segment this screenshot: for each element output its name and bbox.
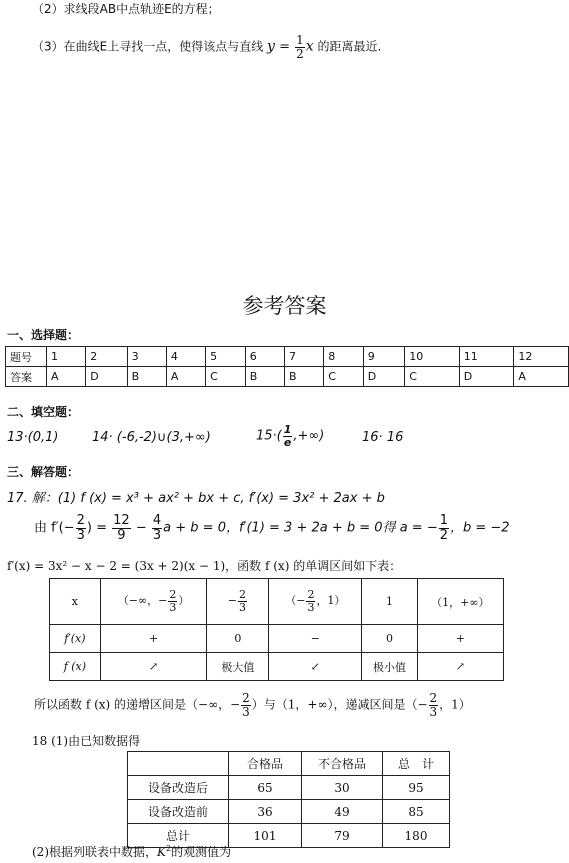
l2-f2n: 12 bbox=[113, 513, 130, 528]
q3-fraction bbox=[295, 34, 305, 60]
q3-x: x bbox=[305, 38, 314, 55]
table-row bbox=[6, 367, 569, 387]
interval-1 bbox=[100, 579, 207, 625]
a15-fraction bbox=[283, 424, 293, 448]
l2-frac1 bbox=[76, 514, 86, 542]
q3-num: 1 bbox=[296, 33, 304, 47]
p17-line1: 17. 解：(1) f (x) = x³ + ax² + bx + c, f′(x) = 3x² + 2ax + b bbox=[7, 491, 385, 506]
l2-f4n: 1 bbox=[439, 513, 448, 528]
p17-line2 bbox=[34, 514, 510, 542]
frac-n: 2 bbox=[242, 691, 250, 705]
frac-d: 3 bbox=[238, 601, 246, 614]
answer-title: 参考答案 bbox=[242, 294, 327, 318]
table-cell: C bbox=[206, 367, 246, 387]
table-cell bbox=[128, 752, 229, 776]
table-cell: 0 bbox=[207, 625, 269, 653]
decreasing-arrow: ↙ bbox=[269, 653, 362, 681]
c2-pre: − bbox=[227, 594, 237, 608]
x-header: x bbox=[50, 579, 101, 625]
table-cell: 10 bbox=[405, 347, 460, 367]
point-1 bbox=[207, 579, 269, 625]
p18-l2-a: (2)根据列联表中数据， bbox=[32, 845, 157, 859]
point-2: 1 bbox=[362, 579, 417, 625]
section2-heading: 二、填空题： bbox=[7, 405, 80, 419]
l2-f2d: 9 bbox=[117, 527, 126, 543]
l2-f1n: 2 bbox=[76, 513, 85, 528]
table-cell: 79 bbox=[302, 824, 383, 848]
section1-heading: 一、选择题： bbox=[7, 328, 80, 342]
table-cell: D bbox=[363, 367, 404, 387]
table-cell: 总计 bbox=[128, 824, 229, 848]
frac-d: 3 bbox=[242, 704, 250, 719]
c3-pre: （− bbox=[285, 594, 306, 608]
answer-16: 16· 16 bbox=[362, 430, 404, 445]
table-cell: 180 bbox=[383, 824, 450, 848]
l2-frac3 bbox=[152, 514, 162, 542]
answer-14: 14· (-6,-2)∪(3,+∞) bbox=[92, 430, 211, 445]
table-cell: D bbox=[459, 367, 514, 387]
table-cell: A bbox=[166, 367, 205, 387]
table-cell: C bbox=[324, 367, 364, 387]
monotonic-table bbox=[49, 578, 504, 681]
c3-frac bbox=[306, 589, 315, 613]
table-row bbox=[128, 776, 450, 800]
table-cell: 设备改造后 bbox=[128, 776, 229, 800]
table-cell: 85 bbox=[383, 800, 450, 824]
table-cell: 7 bbox=[284, 347, 323, 367]
c1-post: ） bbox=[178, 594, 190, 608]
q3-suffix: 的距离最近. bbox=[317, 39, 382, 54]
interval-3: （1，+∞） bbox=[417, 579, 503, 625]
l2-b: ) = bbox=[86, 520, 112, 536]
section3-heading: 三、解答题： bbox=[7, 465, 80, 479]
a15-num: 1 bbox=[283, 423, 292, 436]
l2-a: 由 f′(− bbox=[34, 520, 75, 536]
table-cell: A bbox=[514, 367, 569, 387]
row-header-number: 题号 bbox=[6, 347, 47, 367]
p18-l2-b: 的观测值为 bbox=[171, 845, 232, 859]
c1-frac bbox=[168, 589, 177, 613]
table-cell: 36 bbox=[229, 800, 302, 824]
frac-d: 3 bbox=[307, 601, 315, 614]
l2-frac4 bbox=[439, 514, 449, 542]
table-row bbox=[128, 752, 450, 776]
table-row bbox=[128, 800, 450, 824]
table-cell: 极小值 bbox=[362, 653, 417, 681]
table-cell: + bbox=[100, 625, 207, 653]
table-cell: 不合格品 bbox=[302, 752, 383, 776]
table-row bbox=[50, 579, 504, 625]
l2-f3n: 4 bbox=[152, 513, 162, 528]
contingency-table bbox=[127, 751, 450, 848]
table-cell: 0 bbox=[362, 625, 417, 653]
q3-y: y bbox=[267, 38, 275, 55]
concl-a: 所以函数 f (x) 的递增区间是（−∞，− bbox=[34, 697, 241, 712]
l2-c: − bbox=[131, 520, 151, 536]
c2-frac bbox=[238, 589, 247, 613]
k-sup: 2 bbox=[165, 844, 172, 853]
table-cell: 设备改造前 bbox=[128, 800, 229, 824]
frac-d: 3 bbox=[169, 601, 177, 614]
fprime-header: f′(x) bbox=[50, 625, 101, 653]
row-header-answer: 答案 bbox=[6, 367, 47, 387]
concl-frac1 bbox=[241, 692, 251, 718]
frac-n: 2 bbox=[238, 588, 246, 602]
table-cell: B bbox=[127, 367, 166, 387]
p18-line1: 18 (1)由已知数据得 bbox=[32, 734, 141, 748]
table-cell: 3 bbox=[127, 347, 166, 367]
table-cell: 总 计 bbox=[383, 752, 450, 776]
table-cell: 65 bbox=[229, 776, 302, 800]
increasing-arrow: ↗ bbox=[100, 653, 207, 681]
l2-f1d: 3 bbox=[76, 527, 85, 543]
a15-pre: 15·( bbox=[256, 428, 282, 444]
l2-e: ，b = −2 bbox=[450, 520, 510, 536]
concl-c: ，1） bbox=[439, 697, 471, 712]
table-cell: − bbox=[269, 625, 362, 653]
table-cell: 49 bbox=[302, 800, 383, 824]
table-cell: 95 bbox=[383, 776, 450, 800]
table-cell: 6 bbox=[245, 347, 284, 367]
table-cell: 1 bbox=[47, 347, 86, 367]
table-cell: D bbox=[86, 367, 127, 387]
c3-post: ，1） bbox=[316, 594, 346, 608]
table-row bbox=[6, 347, 569, 367]
table-cell: 9 bbox=[363, 347, 404, 367]
frac-d: 3 bbox=[429, 704, 438, 719]
table-cell: 8 bbox=[324, 347, 364, 367]
concl-frac2 bbox=[429, 692, 439, 718]
question-3 bbox=[32, 34, 381, 60]
table-cell: + bbox=[417, 625, 503, 653]
f-header: f (x) bbox=[50, 653, 101, 681]
p17-line3: f′(x) = 3x² − x − 2 = (3x + 2)(x − 1)，函数 f (x) 的单调区间如下表： bbox=[7, 559, 402, 573]
table-cell: 11 bbox=[459, 347, 514, 367]
table-cell: B bbox=[245, 367, 284, 387]
table-cell: 极大值 bbox=[207, 653, 269, 681]
q3-eq: = bbox=[274, 39, 295, 55]
question-2: （2）求线段AB中点轨迹E的方程； bbox=[32, 2, 220, 16]
q3-den: 2 bbox=[296, 46, 304, 61]
increasing-arrow: ↗ bbox=[417, 653, 503, 681]
concl-b: ）与（1，+∞），递减区间是（− bbox=[251, 697, 428, 712]
p18-line2 bbox=[32, 843, 231, 860]
table-cell: B bbox=[284, 367, 323, 387]
table-cell: A bbox=[47, 367, 86, 387]
frac-n: 2 bbox=[169, 588, 177, 602]
table-cell: 4 bbox=[166, 347, 205, 367]
l2-f3d: 3 bbox=[152, 527, 162, 543]
table-cell: 30 bbox=[302, 776, 383, 800]
answer-15 bbox=[256, 424, 324, 448]
table-row bbox=[50, 653, 504, 681]
table-cell: 2 bbox=[86, 347, 127, 367]
l2-f4d: 2 bbox=[439, 527, 448, 543]
a15-den: e bbox=[283, 435, 292, 449]
interval-2 bbox=[269, 579, 362, 625]
table-cell: 合格品 bbox=[229, 752, 302, 776]
c1-pre: （−∞，− bbox=[117, 594, 168, 608]
q3-prefix: （3）在曲线E上寻找一点，使得该点与直线 bbox=[32, 39, 264, 54]
frac-n: 2 bbox=[307, 588, 315, 602]
table-cell: 12 bbox=[514, 347, 569, 367]
frac-n: 2 bbox=[429, 691, 438, 705]
l2-frac2 bbox=[112, 514, 131, 542]
a15-post: ,+∞) bbox=[293, 428, 325, 444]
table-cell: 5 bbox=[206, 347, 246, 367]
table-cell: 101 bbox=[229, 824, 302, 848]
table-row bbox=[50, 625, 504, 653]
table-cell: C bbox=[405, 367, 460, 387]
l2-d: a + b = 0，f′(1) = 3 + 2a + b = 0得 a = − bbox=[163, 520, 438, 536]
k-symbol: K bbox=[157, 845, 166, 859]
answer-13: 13·(0,1) bbox=[7, 430, 59, 445]
choice-answer-table bbox=[5, 346, 569, 387]
p17-conclusion bbox=[34, 692, 471, 718]
